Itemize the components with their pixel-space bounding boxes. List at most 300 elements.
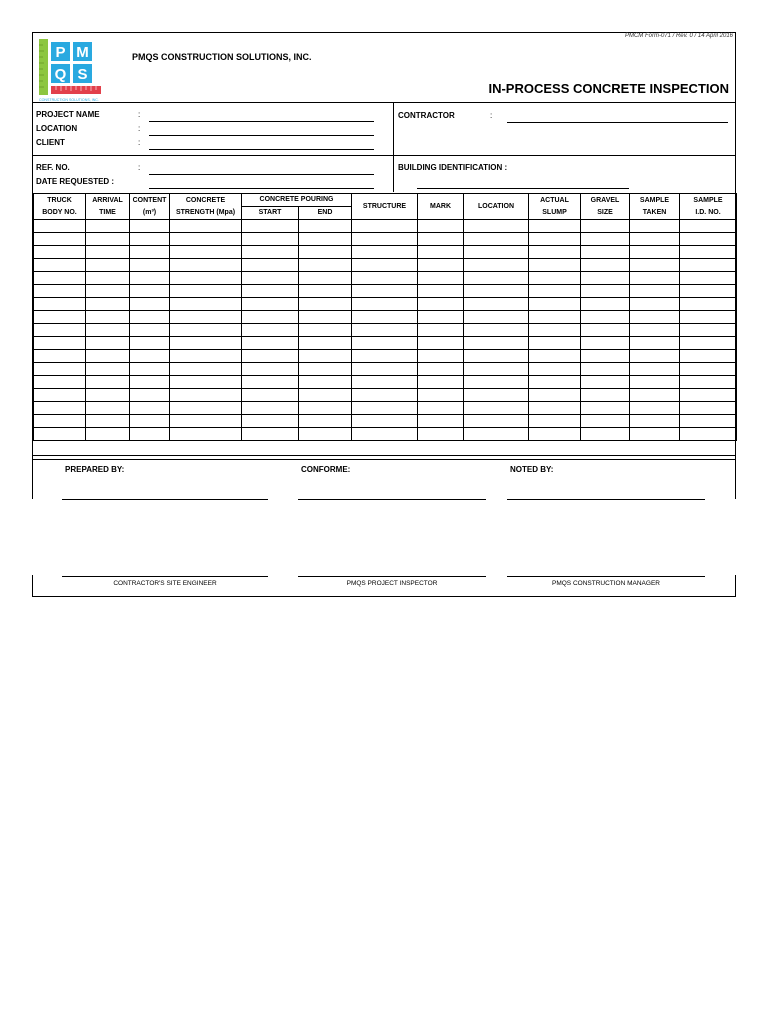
table-cell[interactable] [529, 233, 581, 246]
divider [33, 102, 735, 103]
table-cell[interactable] [630, 376, 680, 389]
logo-letter-q: Q [54, 66, 67, 83]
building-identification-field[interactable] [417, 188, 629, 189]
table-cell[interactable] [352, 285, 418, 298]
table-cell[interactable] [464, 285, 529, 298]
table-cell[interactable] [464, 272, 529, 285]
table-cell[interactable] [242, 376, 299, 389]
table-cell[interactable] [352, 415, 418, 428]
logo-letter-p: P [55, 44, 66, 61]
table-cell[interactable] [529, 415, 581, 428]
table-cell[interactable] [299, 272, 352, 285]
table-row [34, 220, 737, 233]
table-cell[interactable] [34, 298, 86, 311]
table-cell[interactable] [242, 259, 299, 272]
table-cell[interactable] [529, 285, 581, 298]
table-cell[interactable] [130, 220, 170, 233]
sample-taken-header: SAMPLE TAKEN [630, 194, 680, 220]
table-cell[interactable] [86, 259, 130, 272]
table-cell[interactable] [630, 220, 680, 233]
table-cell[interactable] [299, 415, 352, 428]
table-cell[interactable] [242, 324, 299, 337]
table-cell[interactable] [464, 337, 529, 350]
concrete-pouring-header: CONCRETE POURING [242, 194, 352, 207]
table-cell[interactable] [170, 246, 242, 259]
form-code: PMCM Form-071 / Rev. 0 / 14 April 2016 [624, 33, 733, 39]
table-cell[interactable] [529, 272, 581, 285]
table-cell[interactable] [242, 428, 299, 441]
table-cell[interactable] [581, 324, 630, 337]
table-cell[interactable] [418, 259, 464, 272]
mark-header: MARK [418, 194, 464, 220]
table-cell[interactable] [170, 376, 242, 389]
table-cell[interactable] [86, 363, 130, 376]
table-row [34, 285, 737, 298]
table-row [34, 337, 737, 350]
table-cell[interactable] [581, 298, 630, 311]
table-cell[interactable] [418, 337, 464, 350]
table-cell[interactable] [130, 311, 170, 324]
divider [393, 102, 394, 192]
location-field[interactable] [149, 135, 374, 136]
table-cell[interactable] [86, 428, 130, 441]
table-cell[interactable] [464, 298, 529, 311]
table-cell[interactable] [464, 428, 529, 441]
table-cell[interactable] [680, 363, 737, 376]
table-cell[interactable] [352, 272, 418, 285]
table-cell[interactable] [464, 350, 529, 363]
table-cell[interactable] [418, 246, 464, 259]
table-cell[interactable] [299, 402, 352, 415]
table-cell[interactable] [680, 259, 737, 272]
table-cell[interactable] [529, 363, 581, 376]
table-cell[interactable] [352, 428, 418, 441]
table-row [34, 233, 737, 246]
noted-by-signature-line[interactable] [507, 499, 705, 500]
table-cell[interactable] [581, 233, 630, 246]
table-cell[interactable] [86, 233, 130, 246]
table-cell[interactable] [581, 389, 630, 402]
table-cell[interactable] [299, 428, 352, 441]
table-cell[interactable] [34, 220, 86, 233]
table-cell[interactable] [464, 311, 529, 324]
divider [33, 459, 735, 460]
table-cell[interactable] [581, 376, 630, 389]
table-cell[interactable] [581, 259, 630, 272]
table-cell[interactable] [464, 402, 529, 415]
table-cell[interactable] [34, 259, 86, 272]
table-cell[interactable] [34, 246, 86, 259]
table-cell[interactable] [418, 415, 464, 428]
table-cell[interactable] [242, 233, 299, 246]
table-cell[interactable] [529, 402, 581, 415]
table-cell[interactable] [630, 363, 680, 376]
table-cell[interactable] [34, 311, 86, 324]
table-cell[interactable] [130, 324, 170, 337]
ref-no-label: REF. NO. [36, 163, 70, 172]
table-cell[interactable] [529, 311, 581, 324]
table-cell[interactable] [299, 298, 352, 311]
table-cell[interactable] [581, 363, 630, 376]
table-cell[interactable] [529, 350, 581, 363]
table-cell[interactable] [464, 389, 529, 402]
location-label: LOCATION [36, 124, 78, 133]
table-cell[interactable] [86, 311, 130, 324]
table-cell[interactable] [630, 389, 680, 402]
table-body [34, 220, 737, 441]
table-cell[interactable] [86, 324, 130, 337]
table-cell[interactable] [630, 402, 680, 415]
table-cell[interactable] [299, 350, 352, 363]
table-cell[interactable] [86, 246, 130, 259]
logo-tagline: CONSTRUCTION SOLUTIONS, INC. [39, 98, 99, 102]
table-cell[interactable] [352, 324, 418, 337]
table-cell[interactable] [130, 350, 170, 363]
table-cell[interactable] [242, 285, 299, 298]
table-cell[interactable] [34, 376, 86, 389]
table-cell[interactable] [680, 402, 737, 415]
colon: : [138, 110, 141, 119]
table-cell[interactable] [352, 259, 418, 272]
table-cell[interactable] [680, 324, 737, 337]
table-cell[interactable] [86, 285, 130, 298]
table-cell[interactable] [464, 246, 529, 259]
table-cell[interactable] [464, 324, 529, 337]
logo-letter-m: M [76, 44, 89, 61]
table-cell[interactable] [130, 428, 170, 441]
table-row [34, 428, 737, 441]
table-cell[interactable] [529, 298, 581, 311]
table-cell[interactable] [630, 415, 680, 428]
table-row [34, 389, 737, 402]
table-cell[interactable] [630, 428, 680, 441]
table-cell[interactable] [170, 415, 242, 428]
table-cell[interactable] [34, 415, 86, 428]
table-cell[interactable] [299, 246, 352, 259]
table-cell[interactable] [86, 298, 130, 311]
truck-header: TRUCK BODY NO. [34, 194, 86, 220]
end-header: END [299, 207, 352, 220]
table-cell[interactable] [34, 402, 86, 415]
table-cell[interactable] [581, 220, 630, 233]
table-cell[interactable] [242, 402, 299, 415]
table-cell[interactable] [299, 324, 352, 337]
table-cell[interactable] [418, 363, 464, 376]
table-cell[interactable] [630, 246, 680, 259]
table-cell[interactable] [130, 337, 170, 350]
table-cell[interactable] [170, 350, 242, 363]
table-cell[interactable] [352, 376, 418, 389]
table-cell[interactable] [299, 311, 352, 324]
table-cell[interactable] [352, 402, 418, 415]
sample-id-header: SAMPLE I.D. NO. [680, 194, 737, 220]
colon: : [138, 163, 141, 172]
table-cell[interactable] [418, 233, 464, 246]
table-cell[interactable] [680, 389, 737, 402]
table-cell[interactable] [130, 259, 170, 272]
table-cell[interactable] [581, 246, 630, 259]
table-row [34, 246, 737, 259]
contractor-label: CONTRACTOR [398, 111, 455, 120]
gravel-size-header: GRAVEL SIZE [581, 194, 630, 220]
pmqs-logo [39, 39, 99, 101]
table-cell[interactable] [170, 233, 242, 246]
table-cell[interactable] [581, 337, 630, 350]
arrival-time-header: ARRIVAL TIME [86, 194, 130, 220]
construction-manager-role: PMQS CONSTRUCTION MANAGER [552, 580, 660, 587]
table-cell[interactable] [680, 415, 737, 428]
table-cell[interactable] [352, 350, 418, 363]
table-cell[interactable] [352, 220, 418, 233]
noted-by-label: NOTED BY: [510, 465, 554, 474]
form-title: IN-PROCESS CONCRETE INSPECTION [488, 81, 729, 96]
structure-header: STRUCTURE [352, 194, 418, 220]
table-cell[interactable] [680, 376, 737, 389]
table-cell[interactable] [630, 233, 680, 246]
client-field[interactable] [149, 149, 374, 150]
table-cell[interactable] [170, 298, 242, 311]
table-cell[interactable] [242, 246, 299, 259]
table-cell[interactable] [581, 285, 630, 298]
table-cell[interactable] [170, 272, 242, 285]
table-cell[interactable] [130, 363, 170, 376]
conforme-name-line[interactable] [298, 576, 486, 577]
table-cell[interactable] [680, 428, 737, 441]
table-cell[interactable] [34, 350, 86, 363]
table-cell[interactable] [86, 402, 130, 415]
logo-letter-s: S [77, 66, 88, 83]
table-cell[interactable] [130, 272, 170, 285]
table-cell[interactable] [130, 402, 170, 415]
table-cell[interactable] [170, 428, 242, 441]
table-cell[interactable] [34, 233, 86, 246]
table-cell[interactable] [680, 350, 737, 363]
table-cell[interactable] [170, 220, 242, 233]
table-cell[interactable] [418, 389, 464, 402]
table-cell[interactable] [529, 220, 581, 233]
building-identification-label: BUILDING IDENTIFICATION : [398, 163, 508, 172]
contractor-site-engineer-role: CONTRACTOR'S SITE ENGINEER [113, 580, 217, 587]
table-cell[interactable] [242, 298, 299, 311]
colon: : [138, 124, 141, 133]
table-cell[interactable] [242, 363, 299, 376]
table-cell[interactable] [34, 363, 86, 376]
table-cell[interactable] [581, 311, 630, 324]
table-cell[interactable] [352, 233, 418, 246]
table-cell[interactable] [170, 402, 242, 415]
table-cell[interactable] [170, 259, 242, 272]
table-cell[interactable] [242, 272, 299, 285]
table-cell[interactable] [418, 376, 464, 389]
table-cell[interactable] [352, 246, 418, 259]
table-cell[interactable] [529, 428, 581, 441]
table-cell[interactable] [581, 415, 630, 428]
table-row [34, 311, 737, 324]
table-cell[interactable] [352, 363, 418, 376]
table-cell[interactable] [581, 428, 630, 441]
start-header: START [242, 207, 299, 220]
table-cell[interactable] [464, 233, 529, 246]
contractor-field[interactable] [507, 122, 728, 123]
table-cell[interactable] [170, 324, 242, 337]
table-cell[interactable] [418, 311, 464, 324]
table-cell[interactable] [352, 298, 418, 311]
table-cell[interactable] [86, 376, 130, 389]
colon: : [138, 138, 141, 147]
table-row [34, 363, 737, 376]
table-cell[interactable] [630, 311, 680, 324]
table-cell[interactable] [352, 337, 418, 350]
table-cell[interactable] [299, 337, 352, 350]
table-cell[interactable] [464, 415, 529, 428]
table-cell[interactable] [34, 272, 86, 285]
table-cell[interactable] [299, 220, 352, 233]
table-cell[interactable] [34, 324, 86, 337]
project-name-field[interactable] [149, 121, 374, 122]
content-header: CONTENT (m³) [130, 194, 170, 220]
conforme-signature-line[interactable] [298, 499, 486, 500]
table-cell[interactable] [86, 337, 130, 350]
table-cell[interactable] [529, 376, 581, 389]
table-cell[interactable] [34, 389, 86, 402]
table-cell[interactable] [86, 272, 130, 285]
table-cell[interactable] [680, 285, 737, 298]
table-cell[interactable] [581, 350, 630, 363]
table-cell[interactable] [242, 350, 299, 363]
date-requested-label: DATE REQUESTED : [36, 177, 115, 186]
table-cell[interactable] [86, 350, 130, 363]
page-gap-left [28, 499, 34, 575]
table-cell[interactable] [34, 337, 86, 350]
table-cell[interactable] [299, 259, 352, 272]
table-cell[interactable] [630, 298, 680, 311]
table-cell[interactable] [86, 415, 130, 428]
noted-by-name-line[interactable] [507, 576, 705, 577]
table-cell[interactable] [170, 285, 242, 298]
header-row [34, 194, 737, 207]
table-cell[interactable] [418, 428, 464, 441]
table-row [34, 324, 737, 337]
ref-no-field[interactable] [149, 174, 374, 175]
table-cell[interactable] [529, 337, 581, 350]
table-cell[interactable] [299, 389, 352, 402]
table-cell[interactable] [680, 246, 737, 259]
table-cell[interactable] [418, 402, 464, 415]
table-cell[interactable] [680, 337, 737, 350]
table-cell[interactable] [418, 350, 464, 363]
project-inspector-role: PMQS PROJECT INSPECTOR [346, 580, 438, 587]
table-cell[interactable] [299, 233, 352, 246]
table-cell[interactable] [418, 272, 464, 285]
table-cell[interactable] [630, 337, 680, 350]
project-name-label: PROJECT NAME [36, 110, 100, 119]
inspection-form [32, 32, 736, 597]
table-cell[interactable] [418, 324, 464, 337]
table-cell[interactable] [170, 389, 242, 402]
table-cell[interactable] [242, 337, 299, 350]
table-row [34, 376, 737, 389]
table-cell[interactable] [242, 415, 299, 428]
location-header: LOCATION [464, 194, 529, 220]
table-cell[interactable] [299, 363, 352, 376]
divider [33, 455, 735, 456]
table-cell[interactable] [529, 389, 581, 402]
table-cell[interactable] [680, 220, 737, 233]
prepared-by-name-line[interactable] [62, 576, 268, 577]
table-cell[interactable] [242, 220, 299, 233]
table-cell[interactable] [630, 259, 680, 272]
table-cell[interactable] [130, 233, 170, 246]
table-cell[interactable] [130, 376, 170, 389]
table-cell[interactable] [299, 376, 352, 389]
inspection-table [33, 193, 737, 441]
table-cell[interactable] [130, 415, 170, 428]
table-cell[interactable] [529, 259, 581, 272]
table-cell[interactable] [464, 376, 529, 389]
table-cell[interactable] [352, 389, 418, 402]
prepared-by-signature-line[interactable] [62, 499, 268, 500]
table-cell[interactable] [170, 363, 242, 376]
table-cell[interactable] [130, 246, 170, 259]
table-row [34, 259, 737, 272]
table-cell[interactable] [86, 220, 130, 233]
table-row [34, 415, 737, 428]
table-cell[interactable] [418, 298, 464, 311]
table-cell[interactable] [130, 285, 170, 298]
table-cell[interactable] [680, 298, 737, 311]
table-cell[interactable] [34, 285, 86, 298]
table-cell[interactable] [242, 389, 299, 402]
table-cell[interactable] [170, 311, 242, 324]
table-cell[interactable] [299, 285, 352, 298]
table-cell[interactable] [170, 337, 242, 350]
table-cell[interactable] [581, 402, 630, 415]
table-row [34, 350, 737, 363]
prepared-by-label: PREPARED BY: [65, 465, 125, 474]
table-cell[interactable] [630, 324, 680, 337]
company-name: PMQS CONSTRUCTION SOLUTIONS, INC. [132, 52, 312, 62]
table-cell[interactable] [529, 324, 581, 337]
table-row [34, 402, 737, 415]
table-cell[interactable] [464, 259, 529, 272]
table-cell[interactable] [464, 363, 529, 376]
table-cell[interactable] [529, 246, 581, 259]
divider [33, 155, 735, 156]
table-cell[interactable] [630, 272, 680, 285]
table-cell[interactable] [34, 428, 86, 441]
date-requested-field[interactable] [149, 188, 374, 189]
concrete-strength-header: CONCRETE STRENGTH (Mpa) [170, 194, 242, 220]
colon: : [490, 111, 493, 120]
table-cell[interactable] [86, 389, 130, 402]
table-cell[interactable] [130, 298, 170, 311]
table-cell[interactable] [680, 311, 737, 324]
table-cell[interactable] [242, 311, 299, 324]
table-cell[interactable] [581, 272, 630, 285]
table-cell[interactable] [630, 350, 680, 363]
table-cell[interactable] [418, 220, 464, 233]
table-cell[interactable] [630, 285, 680, 298]
table-cell[interactable] [680, 233, 737, 246]
table-cell[interactable] [352, 311, 418, 324]
page-gap-right [734, 499, 740, 575]
table-row [34, 298, 737, 311]
table-cell[interactable] [130, 389, 170, 402]
table-cell[interactable] [680, 272, 737, 285]
table-cell[interactable] [418, 285, 464, 298]
table-row [34, 272, 737, 285]
table-cell[interactable] [464, 220, 529, 233]
